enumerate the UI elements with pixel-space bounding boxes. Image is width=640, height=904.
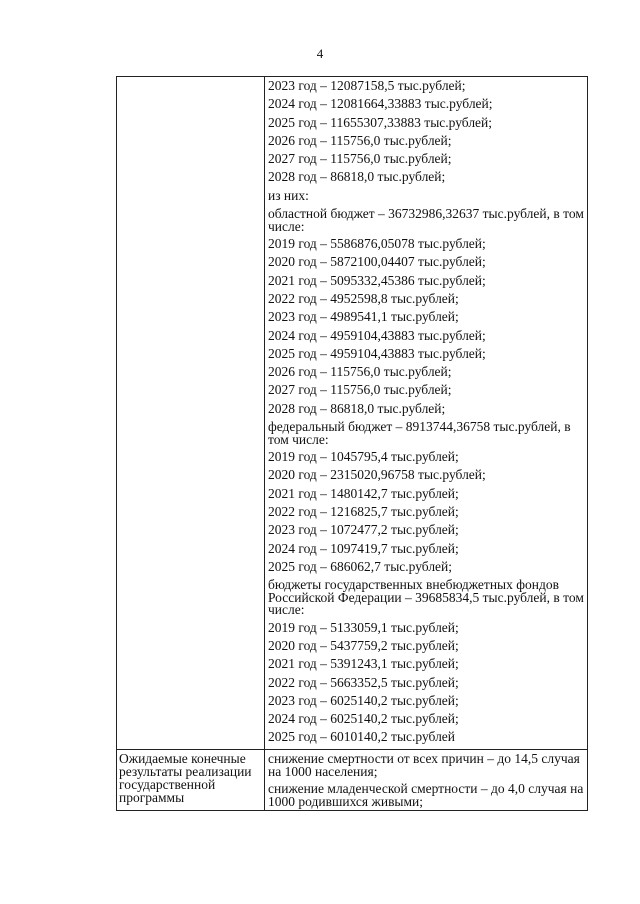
regional-budget-heading: областной бюджет – 36732986,32637 тыс.рублей, в том числе:: [268, 206, 584, 234]
regional-year-line: 2019 год – 5586876,05078 тыс.рублей;: [268, 236, 486, 252]
funding-label-cell: [117, 77, 265, 749]
federal-year-line: 2021 год – 1480142,7 тыс.рублей;: [268, 485, 459, 501]
extrabudgetary-funds-heading: бюджеты государственных внебюджетных фондов Российской Федерации – 39685834,5 тыс.рублей, в том числе:: [268, 577, 584, 618]
funds-year-line: 2021 год – 5391243,1 тыс.рублей;: [268, 656, 459, 672]
result-item: снижение младенческой смертности – до 4,0 случая на 1000 родившихся живыми;: [268, 781, 584, 809]
federal-year-line: 2023 год – 1072477,2 тыс.рублей;: [268, 522, 459, 538]
funds-year-line: 2024 год – 6025140,2 тыс.рублей;: [268, 711, 459, 727]
results-label: Ожидаемые конечные результаты реализации государственной программы: [119, 751, 252, 805]
funding-value-cell: [265, 77, 587, 749]
funds-year-line: 2025 год – 6010140,2 тыс.рублей: [268, 729, 456, 745]
result-item: снижение смертности от всех причин – до 14,5 случая на 1000 населения;: [268, 751, 580, 779]
regional-year-line: 2024 год – 4959104,43883 тыс.рублей;: [268, 327, 486, 343]
regional-year-line: 2023 год – 4989541,1 тыс.рублей;: [268, 309, 459, 325]
page-number: 4: [316, 46, 324, 61]
funding-row: [117, 77, 587, 749]
program-passport-table: [116, 76, 588, 811]
federal-year-line: 2025 год – 686062,7 тыс.рублей;: [268, 558, 453, 574]
funding-line: 2026 год – 115756,0 тыс.рублей;: [268, 132, 452, 148]
regional-year-line: 2027 год – 115756,0 тыс.рублей;: [268, 382, 452, 398]
funding-line: 2023 год – 12087158,5 тыс.рублей;: [268, 78, 466, 93]
federal-year-line: 2020 год – 2315020,96758 тыс.рублей;: [268, 467, 486, 483]
regional-year-line: 2028 год – 86818,0 тыс.рублей;: [268, 400, 446, 416]
regional-year-line: 2022 год – 4952598,8 тыс.рублей;: [268, 290, 459, 306]
funds-year-line: 2023 год – 6025140,2 тыс.рублей;: [268, 692, 459, 708]
funds-year-line: 2019 год – 5133059,1 тыс.рублей;: [268, 619, 459, 635]
funding-line: 2027 год – 115756,0 тыс.рублей;: [268, 151, 452, 167]
results-value-cell: [265, 750, 587, 810]
regional-year-line: 2020 год – 5872100,04407 тыс.рублей;: [268, 254, 486, 270]
funding-line: 2024 год – 12081664,33883 тыс.рублей;: [268, 96, 493, 112]
federal-year-line: 2024 год – 1097419,7 тыс.рублей;: [268, 540, 459, 556]
results-row: [117, 749, 587, 810]
regional-year-line: 2026 год – 115756,0 тыс.рублей;: [268, 364, 452, 380]
federal-budget-heading: федеральный бюджет – 8913744,36758 тыс.рублей, в том числе:: [268, 419, 571, 447]
federal-year-line: 2022 год – 1216825,7 тыс.рублей;: [268, 503, 459, 519]
regional-year-line: 2025 год – 4959104,43883 тыс.рублей;: [268, 345, 486, 361]
funds-year-line: 2022 год – 5663352,5 тыс.рублей;: [268, 674, 459, 690]
federal-year-line: 2019 год – 1045795,4 тыс.рублей;: [268, 449, 459, 465]
funds-year-line: 2020 год – 5437759,2 тыс.рублей;: [268, 637, 459, 653]
funding-subheading: из них:: [268, 187, 309, 203]
results-label-cell: [117, 750, 265, 810]
funding-line: 2025 год – 11655307,33883 тыс.рублей;: [268, 114, 493, 130]
funding-line: 2028 год – 86818,0 тыс.рублей;: [268, 169, 446, 185]
regional-year-line: 2021 год – 5095332,45386 тыс.рублей;: [268, 272, 486, 288]
